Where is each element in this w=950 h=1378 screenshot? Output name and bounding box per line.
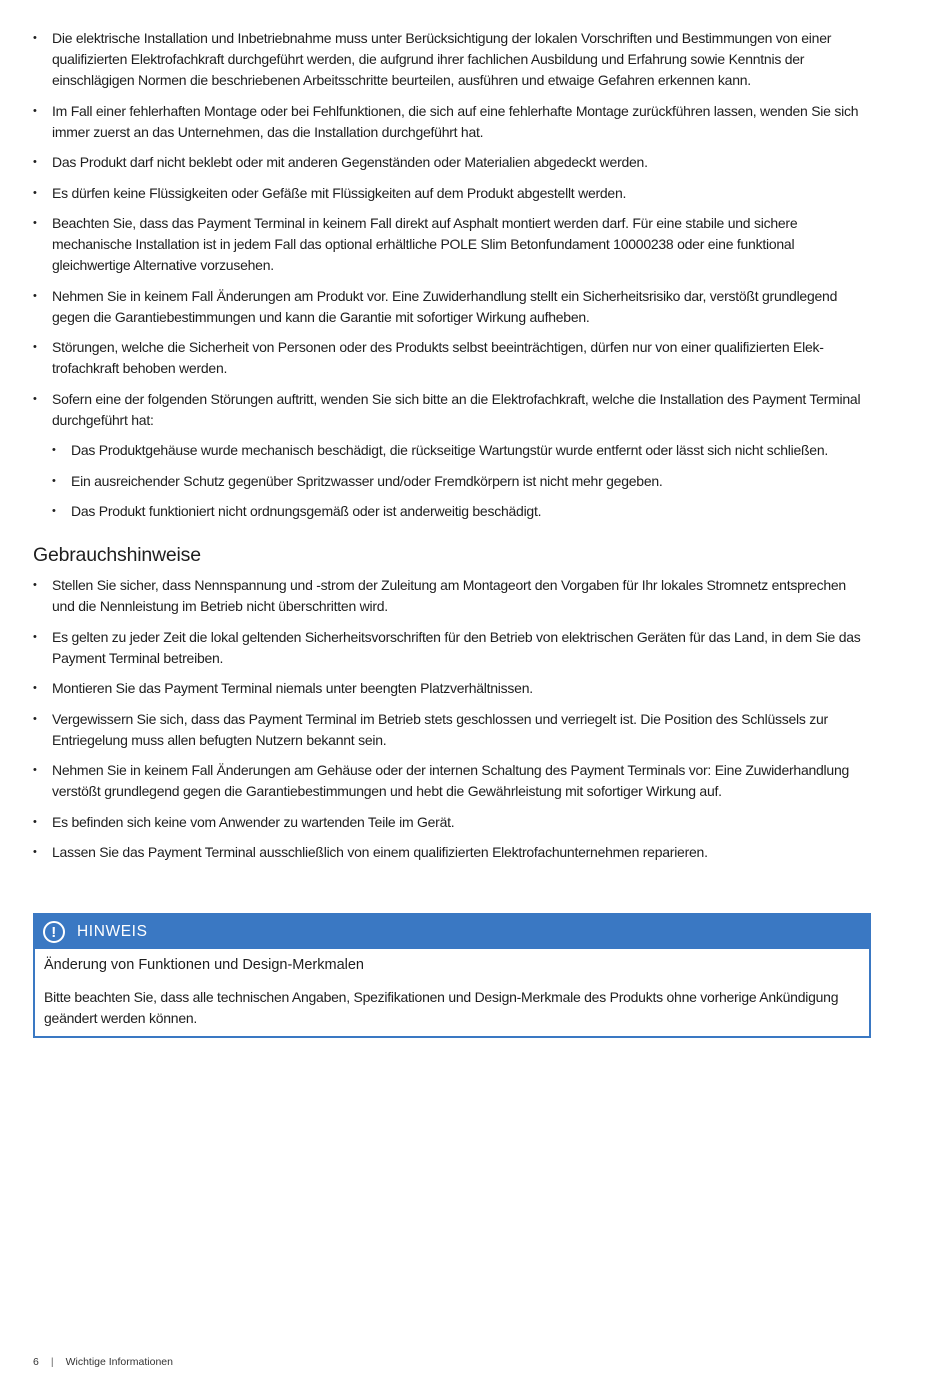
notice-text: Bitte beachten Sie, dass alle technischen Angaben, Spezifikationen und Design-Merkmale des Produkts ohne vorherige Ankündigung geändert werden können.: [44, 989, 839, 1026]
list-item: • Die elektrische Installation und Inbetriebnahme muss unter Berücksichtigung der lokalen Vorschriften und Bestimmungen von einer qualifizierten Elektrofachkraft durchgeführt werden, die aufgrund ihrer fachlichen Ausbildung und Erfahrung sowie Kenntnis der einschlägigen Normen die beschriebenen Arbeitsschritte beurteilen, ausführen und etwaige Gefahren erkennen kann.: [33, 28, 869, 91]
page-footer: [33, 1356, 173, 1368]
list-item: • Beachten Sie, dass das Payment Terminal in keinem Fall direkt auf Asphalt montiert werden darf. Für eine stabile und sichere mechanische Installation ist in jedem Fall das optional erhältliche POLE Slim Betonfundament 10000238 oder eine funktional gleichwertige Alternative vorzusehen.: [33, 213, 869, 276]
list-item: • Stellen Sie sicher, dass Nennspannung und -strom der Zuleitung am Montageort den Vorgaben für Ihr lokales Stromnetz entsprechen und die Nennleistung im Betrieb nicht überschritten wird.: [33, 575, 869, 617]
usage-list: [33, 575, 869, 863]
list-item: • Nehmen Sie in keinem Fall Änderungen am Produkt vor. Eine Zuwiderhandlung stellt ein Sicherheitsrisiko dar, verstößt grundlegend gegen die Garantiebestimmungen und kann die Garantie mit sofortiger Wirkung aufheben.: [33, 286, 869, 328]
list-item-fault-intro: [33, 389, 869, 523]
footer-section: Wichtige Informationen: [65, 1356, 173, 1368]
exclamation-circle-icon: !: [43, 921, 65, 943]
section-title: Gebrauchshinweise: [33, 544, 201, 566]
list-item: • Das Produkt darf nicht beklebt oder mit anderen Gegenständen oder Materialien abgedeckt werden.: [33, 152, 869, 173]
list-item: • Es gelten zu jeder Zeit die lokal geltenden Sicherheitsvorschriften für den Betrieb von elektrischen Geräten für das Land, in dem Sie das Payment Terminal betreiben.: [33, 627, 869, 669]
list-item: • Nehmen Sie in keinem Fall Änderungen am Gehäuse oder der internen Schaltung des Payment Terminals vor: Eine Zuwiderhandlung verstößt grundlegend gegen die Garantiebestimmungen und hebt die Gewährleistung mit sofortiger Wirkung auf.: [33, 760, 869, 802]
page-number: 6: [33, 1356, 39, 1368]
sub-list-item: • Das Produktgehäuse wurde mechanisch beschädigt, die rückseitige Wartungstür wurde entfernt oder lässt sich nicht schließen.: [52, 440, 869, 461]
footer-separator: |: [50, 1356, 54, 1368]
sub-list-item: • Ein ausreichender Schutz gegenüber Spritzwasser und/oder Fremdkörpern ist nicht mehr gegeben.: [52, 471, 869, 492]
notice-body: [35, 949, 869, 1036]
notice-label: HINWEIS: [77, 923, 148, 940]
list-item: • Montieren Sie das Payment Terminal niemals unter beengten Platzverhältnissen.: [33, 678, 869, 699]
list-item: • Lassen Sie das Payment Terminal ausschließlich von einem qualifizierten Elektrofachunternehmen reparieren.: [33, 842, 869, 863]
list-item: • Es dürfen keine Flüssigkeiten oder Gefäße mit Flüssigkeiten auf dem Produkt abgestellt werden.: [33, 183, 869, 204]
list-item: • Vergewissern Sie sich, dass das Payment Terminal im Betrieb stets geschlossen und verriegelt ist. Die Position des Schlüssels zur Entriegelung muss allen befugten Nutzern bekannt sein.: [33, 709, 869, 751]
notice-box: [33, 913, 871, 1038]
fault-list: [52, 440, 869, 522]
list-item: • Störungen, welche die Sicherheit von Personen oder des Produkts selbst beeinträchtigen, dürfen nur von einer qualifizierten Elektrofachkraft behoben werden.: [33, 337, 869, 379]
notice-subtitle: Änderung von Funktionen und Design-Merkmalen: [44, 957, 364, 973]
page-content: [33, 28, 869, 873]
list-item: • Es befinden sich keine vom Anwender zu wartenden Teile im Gerät.: [33, 812, 869, 833]
safety-list: [33, 28, 869, 522]
sub-list-item: • Das Produkt funktioniert nicht ordnungsgemäß oder ist anderweitig beschädigt.: [52, 501, 869, 522]
notice-header: [35, 915, 869, 949]
fault-intro-text: Sofern eine der folgenden Störungen auftritt, wenden Sie sich bitte an die Elektrofachkraft, welche die Installation des Payment Terminal durchgeführt hat:: [52, 390, 861, 428]
list-item: • Im Fall einer fehlerhaften Montage oder bei Fehlfunktionen, die sich auf eine fehlerhafte Montage zurückführen lassen, wenden Sie sich immer zuerst an das Unternehmen, das die Installation durchgeführt hat.: [33, 101, 869, 143]
